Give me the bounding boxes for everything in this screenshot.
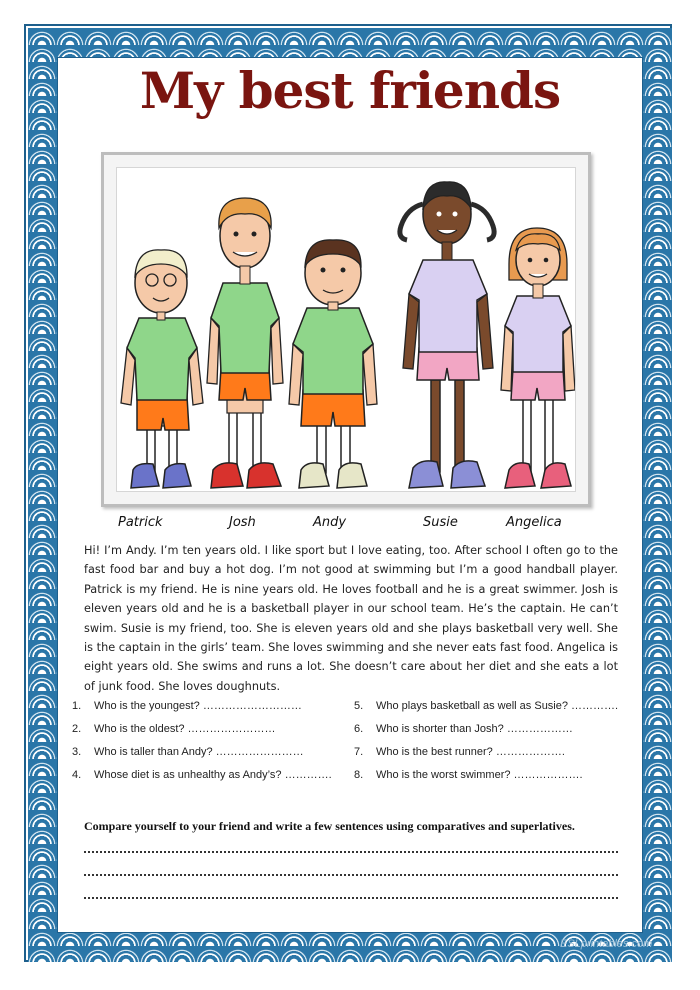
question-7: 7. Who is the best runner? ………………. [354,746,565,758]
watermark: ESLprintables.com [560,938,653,950]
question-text: Who is taller than Andy? …………………… [94,746,304,758]
question-text: Whose diet is as unhealthy as Andy’s? …………. [94,769,332,781]
question-8: 8. Who is the worst swimmer? ………………. [354,769,583,781]
reading-text: Hi! I’m Andy. I’m ten years old. I like sport but I love eating, too. After school I often go to the fast food bar and buy a hot dog. I’m not good at swimming but I’m a good handball player. Patrick is my friend. He is nine years old. He loves football and he is a great swimmer. Josh is eleven years old and he is a basketball player in our school team. He’s the captain. He can’t swim. Susie is my friend, too. She is eleven years old and she plays basketball very well. She is the captain in the girls’ team. She loves swimming and she never eats fast food. Angelica is eight years old. She swims and runs a lot. She doesn’t care about her diet and she eats a lot of junk food. She loves doughnuts. [84,544,618,693]
name-patrick: Patrick [118,515,163,530]
susie-figure [400,182,494,488]
character-names [0,515,700,535]
name-josh: Josh [229,515,256,530]
worksheet-title: My best friends [139,61,561,120]
question-5: 5. Who plays basketball as well as Susie? …………. [354,700,619,712]
question-3: 3. Who is taller than Andy? …………………… [72,746,304,758]
angelica-figure [501,228,575,488]
question-text: Who is the youngest? ……………………… [94,700,302,712]
answer-line-1[interactable] [84,845,618,853]
name-susie: Susie [423,515,458,530]
question-text: Who is shorter than Josh? ……………… [376,723,573,735]
friends-illustration-frame [101,152,591,507]
answer-line-2[interactable] [84,868,618,876]
question-text: Who plays basketball as well as Susie? …………. [376,700,619,712]
answer-line-3[interactable] [84,891,618,899]
question-text: Who is the best runner? ………………. [376,746,565,758]
friends-illustration [116,167,576,492]
josh-figure [207,198,283,488]
name-angelica: Angelica [506,515,562,530]
question-text: Who is the worst swimmer? ………………. [376,769,583,781]
question-2: 2. Who is the oldest? …………………… [72,723,276,735]
friends-drawing [117,168,576,492]
question-6: 6. Who is shorter than Josh? ……………… [354,723,573,735]
andy-figure [289,240,377,488]
question-text: Who is the oldest? …………………… [94,723,276,735]
name-andy: Andy [313,515,347,530]
questions-list [72,700,632,790]
question-4: 4. Whose diet is as unhealthy as Andy’s? …………. [72,769,332,781]
question-1: 1. Who is the youngest? ……………………… [72,700,302,712]
writing-task-instruction: Compare yourself to your friend and write a few sentences using comparatives and superlatives. [84,819,575,833]
patrick-figure [121,250,203,488]
